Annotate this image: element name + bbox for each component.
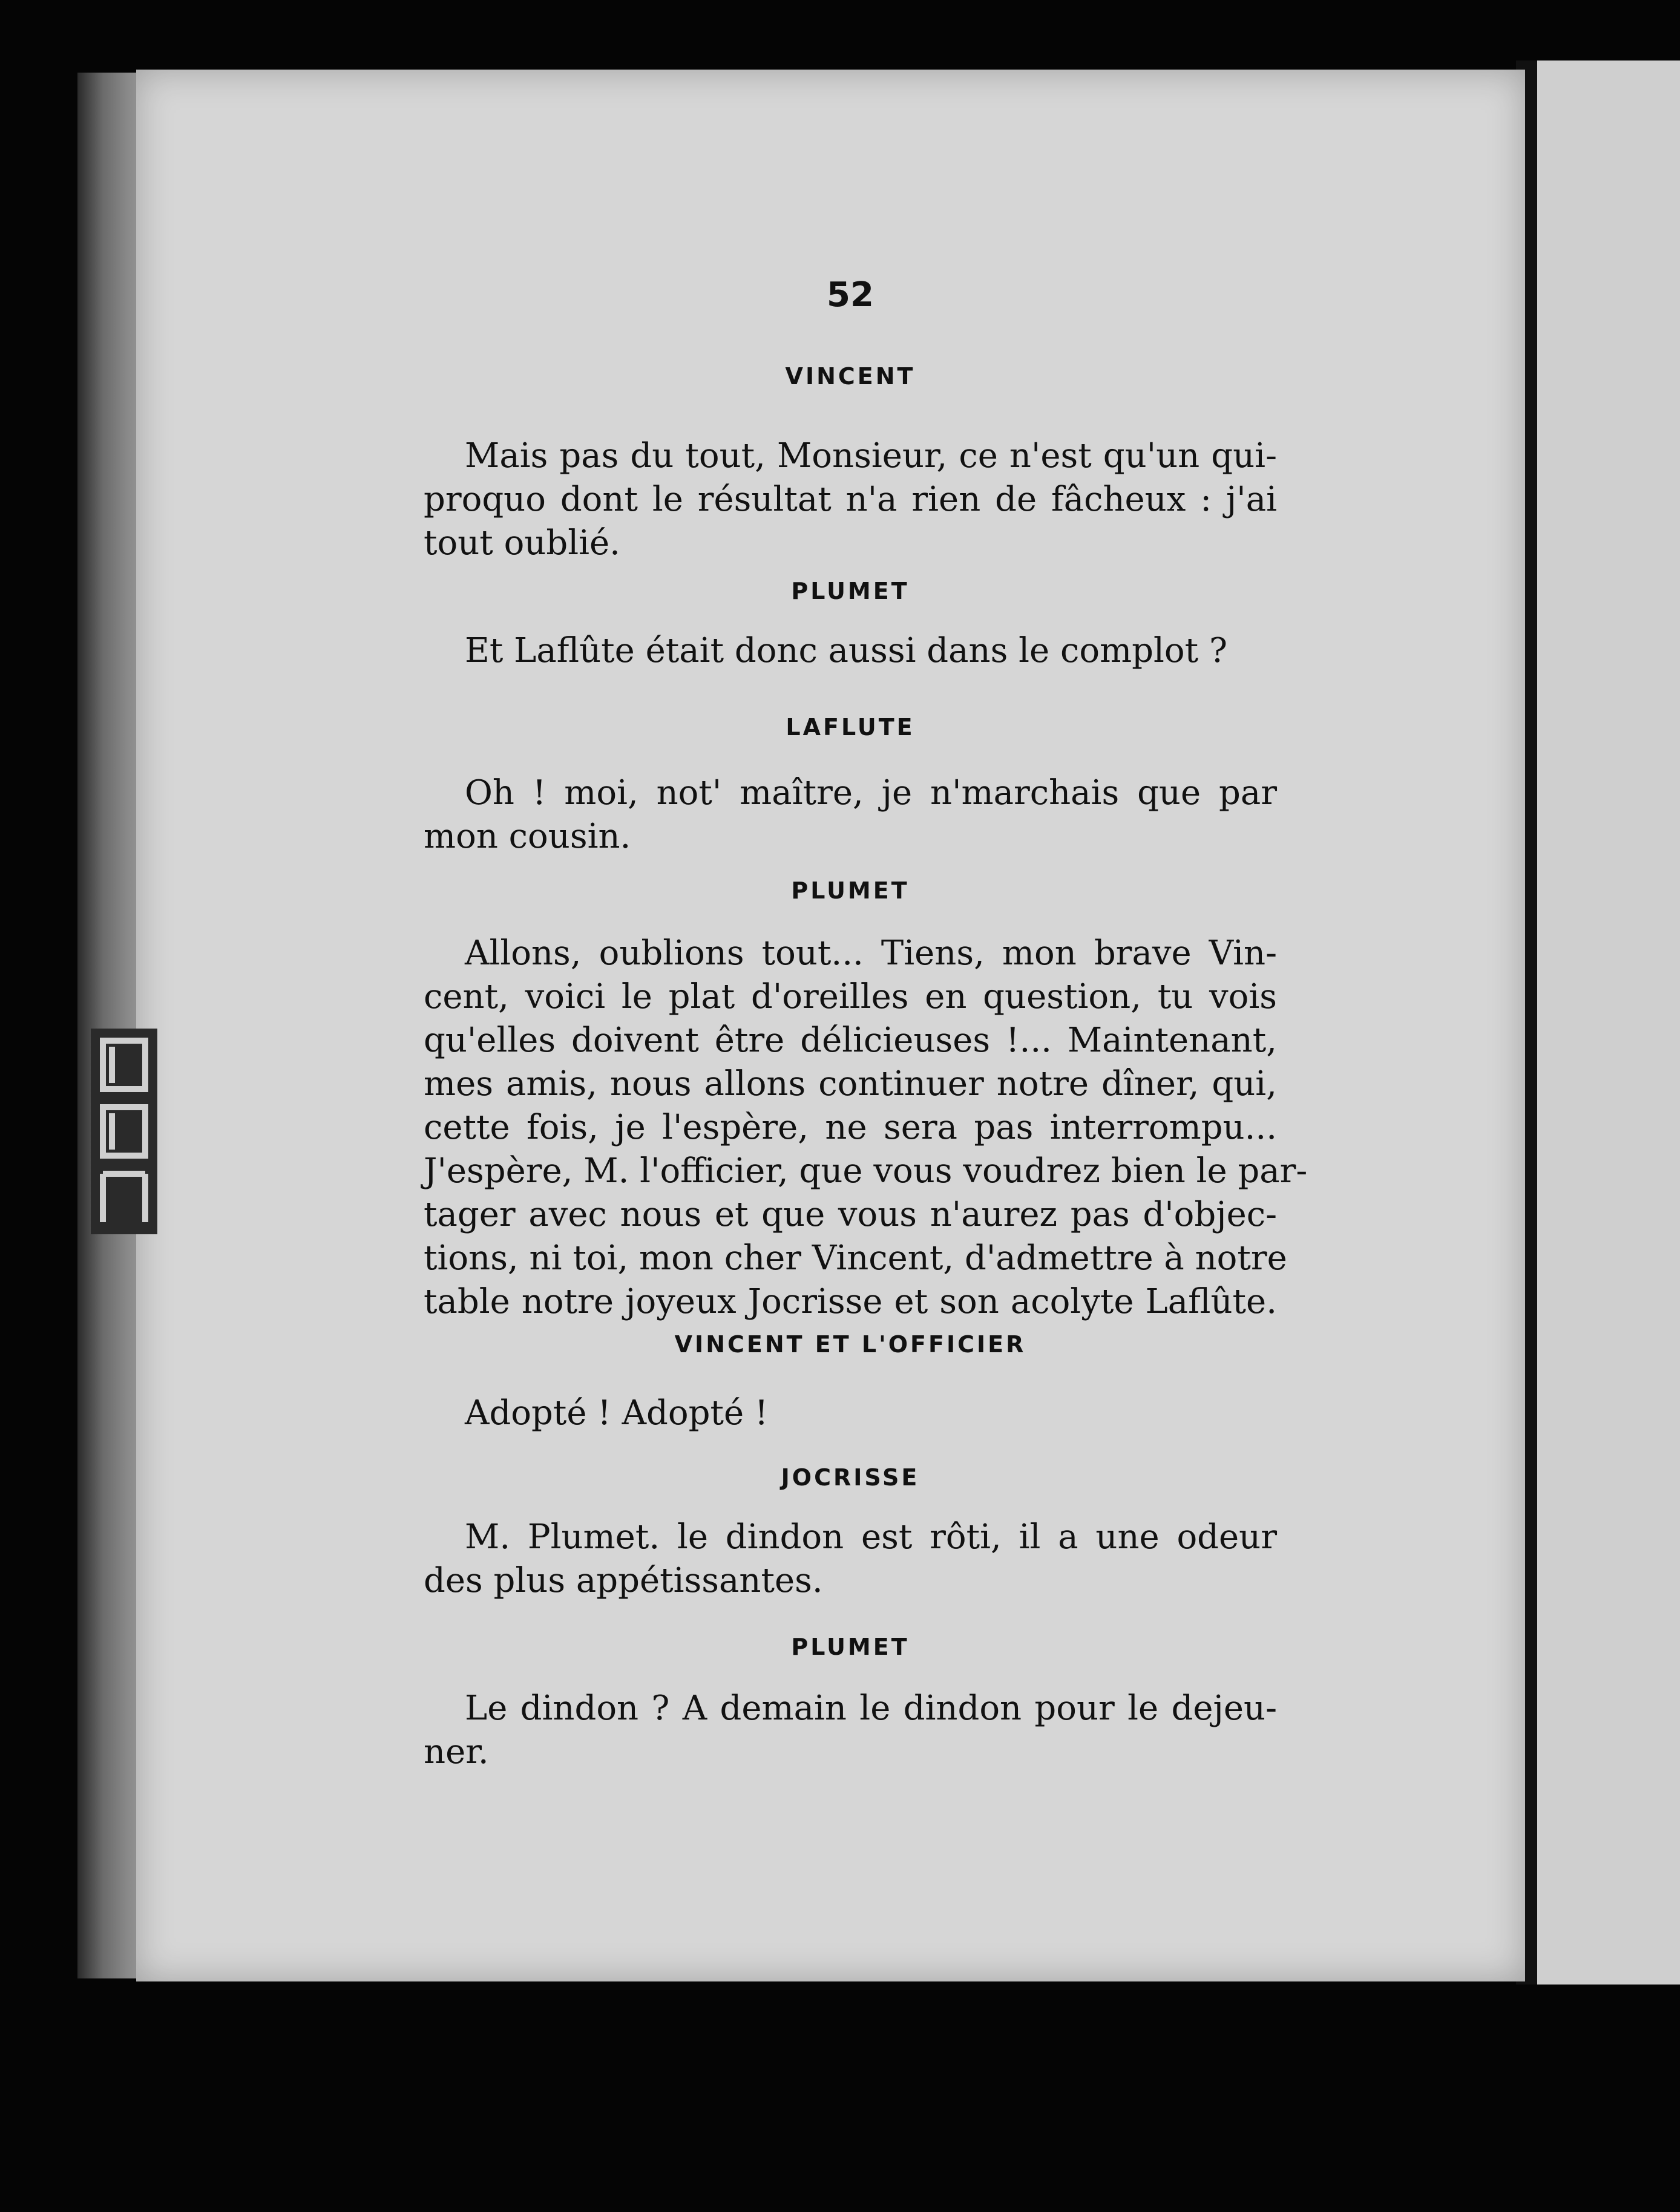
dialogue-line: Oh ! moi, not' maître, je n'marchais que par bbox=[465, 773, 1277, 813]
dialogue-line: table notre joyeux Jocrisse et son acolyte Laflûte. bbox=[424, 1282, 1277, 1321]
speaker-name: PLUMET bbox=[791, 1634, 910, 1660]
dialogue-line: cent, voici le plat d'oreilles en question, tu vois bbox=[424, 977, 1277, 1016]
dialogue-line: J'espère, M. l'officier, que vous voudrez bien le par- bbox=[424, 1151, 1308, 1191]
dialogue-line: Adopté ! Adopté ! bbox=[465, 1393, 769, 1433]
facing-page-edge bbox=[1537, 61, 1680, 1985]
dialogue-line: M. Plumet. le dindon est rôti, il a une odeur bbox=[465, 1517, 1277, 1557]
page-number: 52 bbox=[827, 275, 874, 315]
speaker-name: VINCENT ET L'OFFICIER bbox=[674, 1331, 1026, 1358]
dialogue-line: qu'elles doivent être délicieuses !... Maintenant, bbox=[424, 1021, 1277, 1060]
dialogue-line: Allons, oublions tout... Tiens, mon brave Vin- bbox=[465, 934, 1277, 973]
speaker-name: PLUMET bbox=[791, 578, 910, 604]
dialogue-line: proquo dont le résultat n'a rien de fâcheux : j'ai bbox=[424, 480, 1277, 519]
dialogue-line: Et Laflûte était donc aussi dans le complot ? bbox=[465, 631, 1227, 670]
dialogue-line: tions, ni toi, mon cher Vincent, d'admettre à notre bbox=[424, 1239, 1287, 1278]
speaker-name: PLUMET bbox=[791, 877, 910, 904]
dialogue-line: ner. bbox=[424, 1732, 489, 1772]
dialogue-line: mes amis, nous allons continuer notre dîner, qui, bbox=[424, 1064, 1277, 1104]
speaker-name: LAFLUTE bbox=[786, 714, 915, 741]
dialogue-line: tout oublié. bbox=[424, 523, 620, 563]
dialogue-line: des plus appétissantes. bbox=[424, 1561, 823, 1600]
speaker-name: JOCRISSE bbox=[781, 1464, 920, 1491]
dialogue-line: Mais pas du tout, Monsieur, ce n'est qu'un qui- bbox=[465, 436, 1277, 476]
dialogue-line: Le dindon ? A demain le dindon pour le dejeu- bbox=[465, 1689, 1277, 1728]
dialogue-line: mon cousin. bbox=[424, 817, 631, 856]
dialogue-line: cette fois, je l'espère, ne sera pas interrompu... bbox=[424, 1108, 1277, 1147]
speaker-name: VINCENT bbox=[785, 363, 916, 390]
dialogue-line: tager avec nous et que vous n'aurez pas d'objec- bbox=[424, 1195, 1277, 1234]
library-stamp bbox=[91, 1029, 157, 1234]
